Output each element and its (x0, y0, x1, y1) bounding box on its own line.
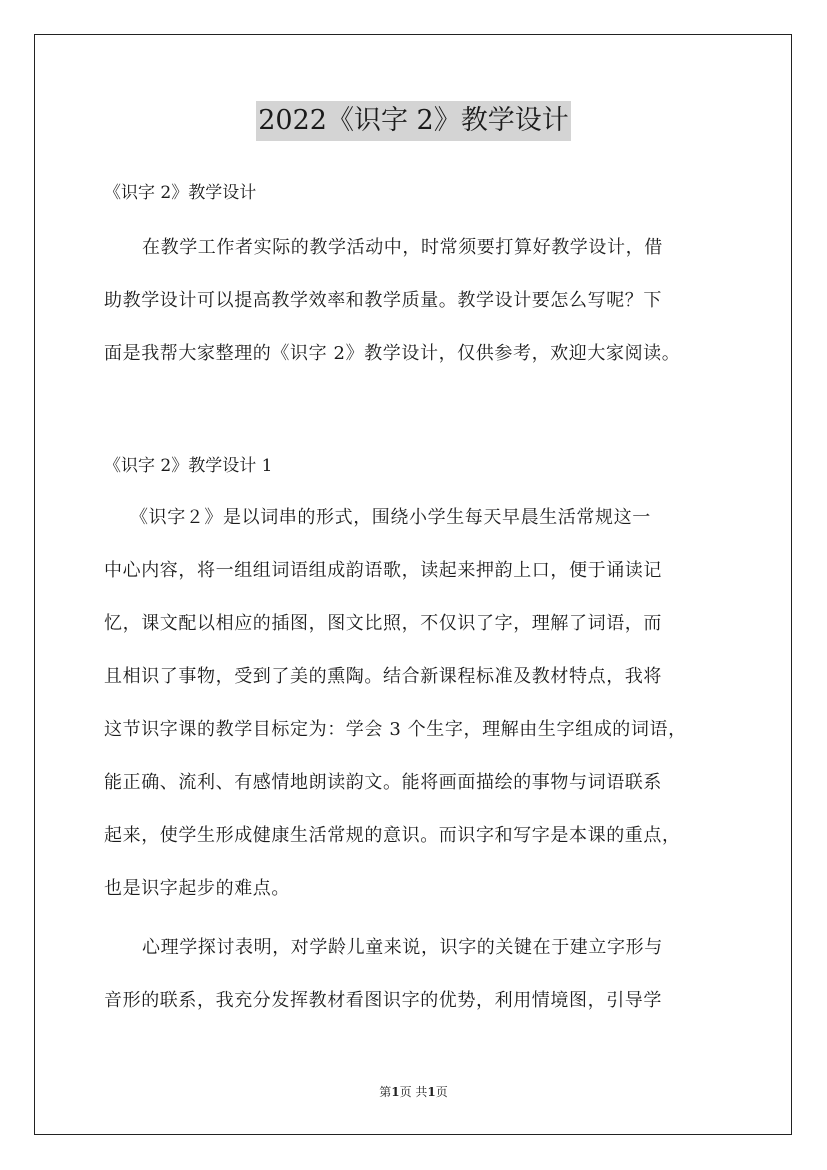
paragraph-line: 忆，课文配以相应的插图，图文比照，不仅识了字，理解了词语，而 (104, 613, 662, 634)
paragraph-line: 这节识字课的教学目标定为：学会 3 个生字，理解由生字组成的词语， (104, 719, 687, 740)
paragraph-line: 《识字２》是以词串的形式，围绕小学生每天早晨生活常规这一 (130, 507, 651, 528)
section1-paragraph-1 (104, 491, 724, 915)
paragraph-line: 音形的联系，我充分发挥教材看图识字的优势，利用情境图，引导学 (104, 990, 662, 1011)
intro-line: 助教学设计可以提高教学效率和教学质量。教学设计要怎么写呢？下 (104, 290, 662, 311)
paragraph-line: 心理学探讨表明，对学龄儿童来说，识字的关键在于建立字形与 (142, 937, 663, 958)
paragraph-line: 且相识了事物，受到了美的熏陶。结合新课程标准及教材特点，我将 (104, 666, 662, 687)
total-page-number: 1 (427, 1085, 436, 1099)
page-prefix: 第 (379, 1085, 392, 1099)
intro-line: 面是我帮大家整理的《识字 2》教学设计，仅供参考，欢迎大家阅读。 (104, 343, 681, 364)
paragraph-line: 能正确、流利、有感情地朗读韵文。能将画面描绘的事物与词语联系 (104, 772, 662, 793)
document-subheading: 《识字 2》教学设计 (104, 183, 257, 203)
intro-line: 在教学工作者实际的教学活动中，时常须要打算好教学设计，借 (142, 237, 663, 258)
section1-heading: 《识字 2》教学设计 1 (104, 456, 273, 476)
document-title: 2022《识字 2》教学设计 (256, 101, 570, 141)
title-container (0, 101, 827, 141)
paragraph-line: 中心内容，将一组组词语组成韵语歌，读起来押韵上口，便于诵读记 (104, 560, 662, 581)
intro-paragraph (104, 221, 724, 380)
page-suffix: 页 (435, 1085, 448, 1099)
current-page-number: 1 (391, 1085, 400, 1099)
paragraph-line: 起来，使学生形成健康生活常规的意识。而识字和写字是本课的重点， (104, 825, 681, 846)
paragraph-line: 也是识字起步的难点。 (104, 878, 290, 899)
page-footer (0, 1084, 827, 1100)
section1-paragraph-2 (104, 921, 724, 1027)
page-mid: 页 共 (399, 1085, 428, 1099)
